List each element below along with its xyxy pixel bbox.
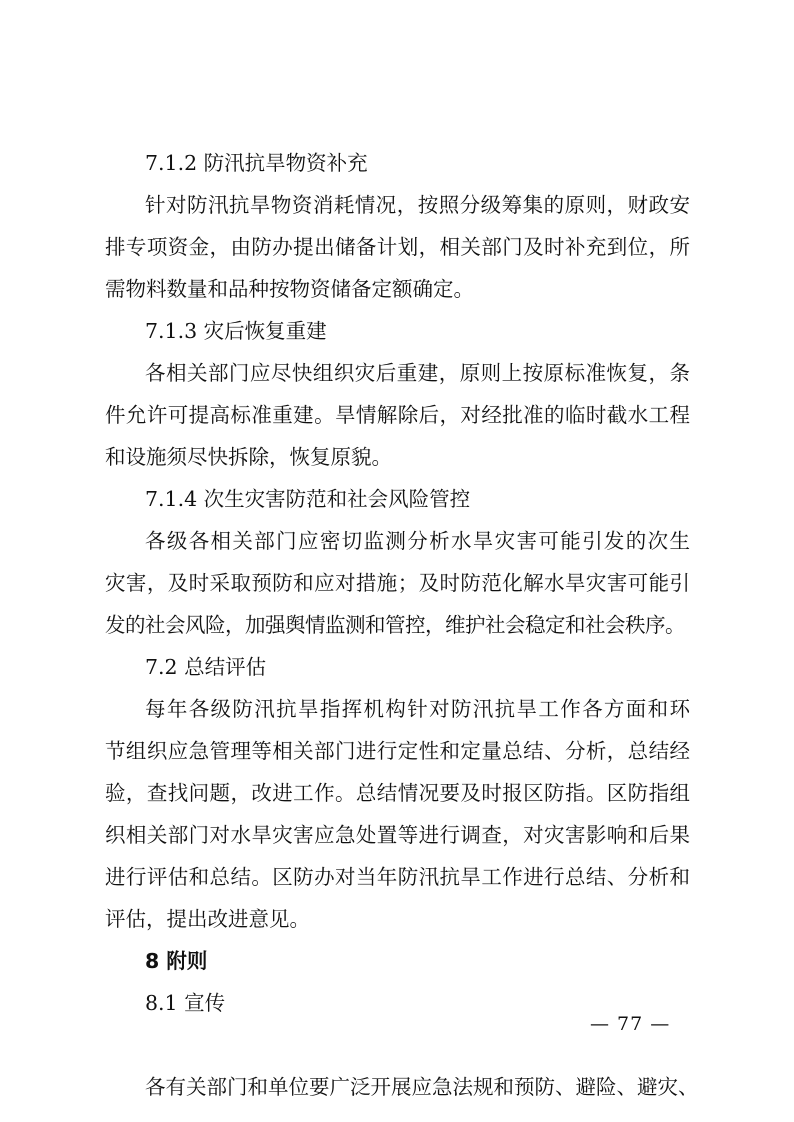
section-heading: 7.1.3 灾后恢复重建 (145, 319, 327, 343)
paragraph-line: 织相关部门对水旱灾害应急处置等进行调查，对灾害影响和后果 (105, 823, 690, 847)
paragraph-line: 需物料数量和品种按物资储备定额确定。 (105, 277, 474, 301)
paragraph-line: 针对防汛抗旱物资消耗情况，按照分级筹集的原则，财政安 (145, 193, 690, 217)
paragraph-line: 每年各级防汛抗旱指挥机构针对防汛抗旱工作各方面和环 (145, 697, 690, 721)
paragraph-line: 排专项资金，由防办提出储备计划，相关部门及时补充到位，所 (105, 235, 690, 259)
paragraph-line: 各有关部门和单位要广泛开展应急法规和预防、避险、避灾、 (145, 1075, 699, 1099)
paragraph-line: 评估，提出改进意见。 (105, 907, 310, 931)
section-heading: 7.1.2 防汛抗旱物资补充 (145, 151, 368, 175)
section-heading: 8.1 宣传 (145, 991, 226, 1015)
section-heading: 7.2 总结评估 (145, 655, 267, 679)
paragraph-line: 验，查找问题，改进工作。总结情况要及时报区防指。区防指组 (105, 781, 690, 805)
paragraph-line: 节组织应急管理等相关部门进行定性和定量总结、分析，总结经 (105, 739, 690, 763)
paragraph-line: 各相关部门应尽快组织灾后重建，原则上按原标准恢复，条 (145, 361, 690, 385)
paragraph-line: 件允许可提高标准重建。旱情解除后，对经批准的临时截水工程 (105, 403, 690, 427)
section-heading: 7.1.4 次生灾害防范和社会风险管控 (145, 487, 471, 511)
paragraph-line: 发的社会风险，加强舆情监测和管控，维护社会稳定和社会秩序。 (105, 613, 685, 637)
paragraph-line: 和设施须尽快拆除，恢复原貌。 (105, 445, 392, 469)
paragraph-line: 进行评估和总结。区防办对当年防汛抗旱工作进行总结、分析和 (105, 865, 690, 889)
chapter-heading: 8 附则 (145, 949, 208, 973)
page-number: — 77 — (590, 1013, 671, 1035)
paragraph-line: 灾害，及时采取预防和应对措施；及时防范化解水旱灾害可能引 (105, 571, 690, 595)
paragraph-line: 各级各相关部门应密切监测分析水旱灾害可能引发的次生 (145, 529, 690, 553)
